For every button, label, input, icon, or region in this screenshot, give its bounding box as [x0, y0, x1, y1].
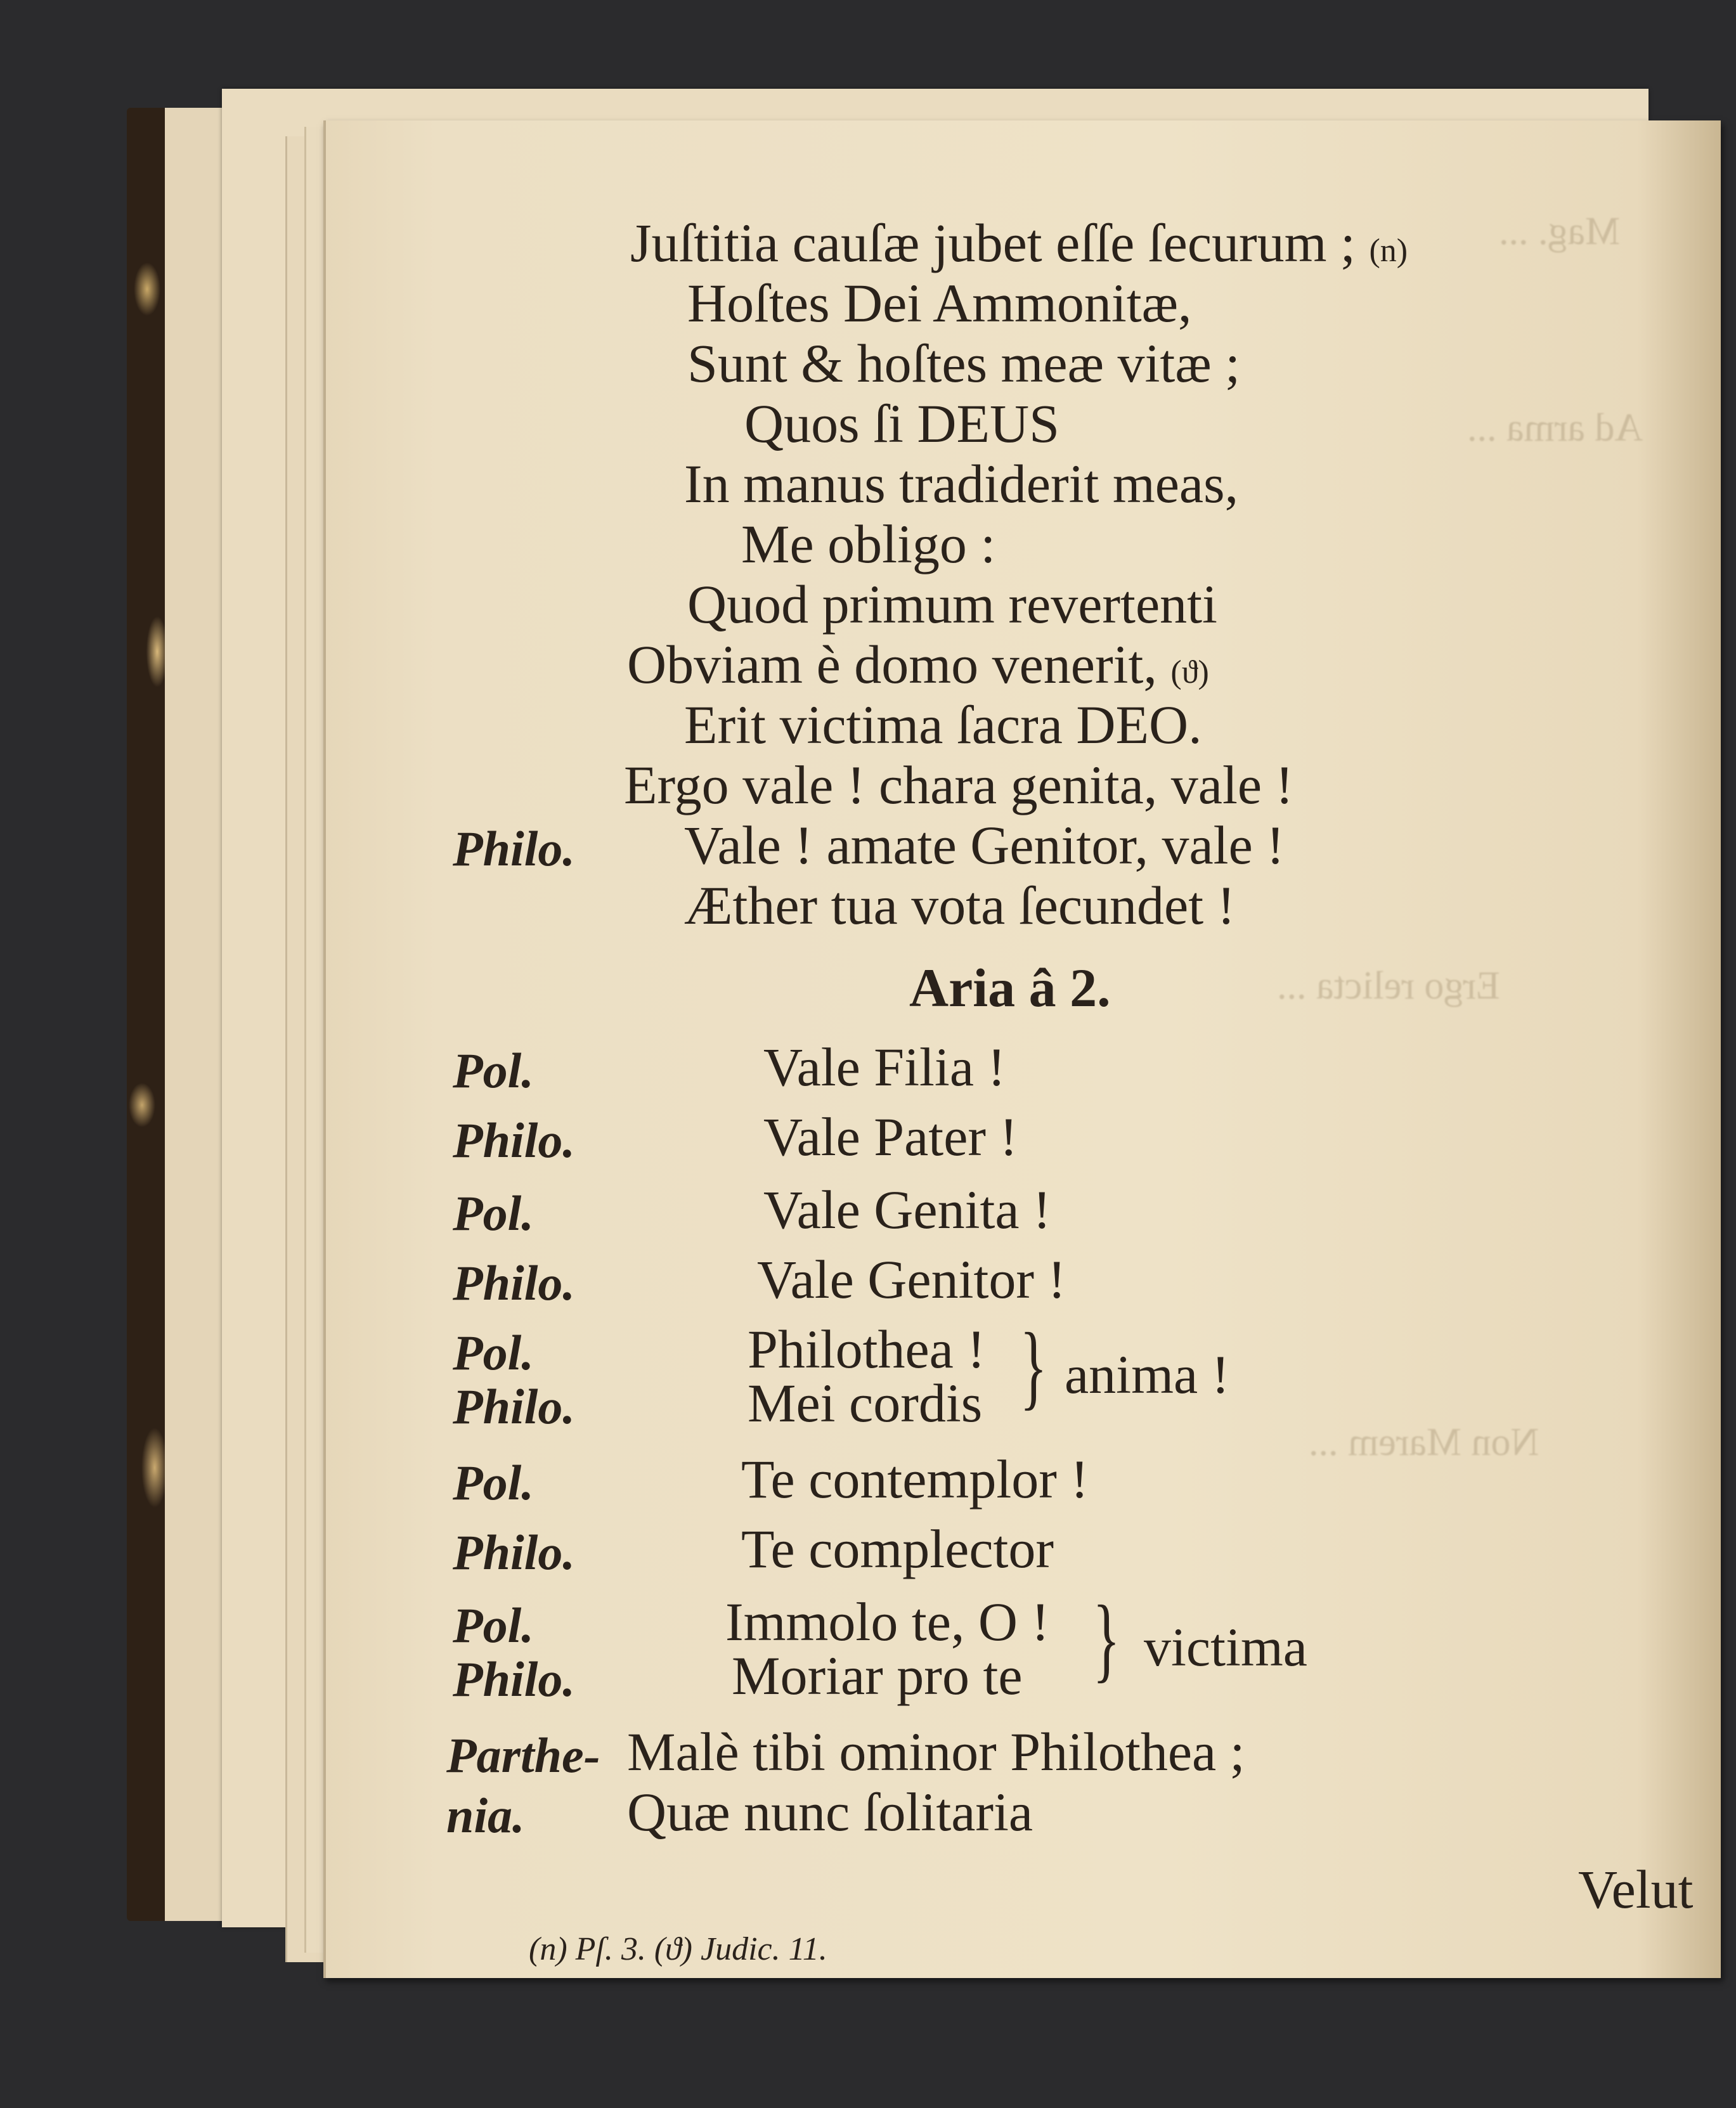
verse-line: Quos ſi DEUS: [744, 393, 1059, 454]
speaker-label: Pol.: [453, 1043, 534, 1098]
dialogue-line: Vale Filia !: [763, 1037, 1006, 1097]
speaker-label: Philo.: [453, 1525, 575, 1580]
speaker-label: Parthe-: [446, 1728, 600, 1783]
speaker-label: Philo.: [453, 1652, 575, 1707]
show-through: Non Marem ...: [1309, 1421, 1539, 1464]
verse-line: Me obligo :: [741, 514, 996, 574]
brace-word: anima !: [1065, 1344, 1230, 1405]
show-through: Mag. ...: [1499, 210, 1621, 253]
closing-line: Malè tibi ominor Philothea ;: [627, 1721, 1245, 1782]
dialogue-line: Te complector: [741, 1518, 1054, 1579]
verse-line: In manus tradiderit meas,: [684, 453, 1239, 514]
brace: }: [1020, 1314, 1047, 1419]
verse-line: Obviam è domo venerit, (ϑ): [627, 634, 1209, 695]
speaker-label: Pol.: [453, 1598, 534, 1653]
dialogue-line: Vale Genitor !: [757, 1249, 1066, 1310]
show-through: Ad arma ...: [1467, 406, 1643, 449]
speaker-label: Pol.: [453, 1325, 534, 1380]
dialogue-line: Te contemplor !: [741, 1449, 1089, 1510]
dialogue-line: Philothea !: [748, 1319, 985, 1380]
verse-line: Quod primum revertenti: [687, 574, 1217, 635]
aria-heading: Aria â 2.: [909, 957, 1111, 1018]
speaker-label: Philo.: [453, 1113, 575, 1168]
dialogue-line: Vale Pater !: [763, 1106, 1018, 1167]
verse-line: Vale ! amate Genitor, vale !: [684, 815, 1285, 876]
verse-line: Erit victima ſacra DEO.: [684, 694, 1202, 755]
catchword: Velut: [1578, 1859, 1694, 1920]
speaker-label: Philo.: [453, 1255, 575, 1310]
closing-line: Quæ nunc ſolitaria: [627, 1781, 1033, 1842]
footnotes: (n) Pſ. 3. (ϑ) Judic. 11.: [529, 1931, 827, 1967]
book-page: [323, 120, 1721, 1978]
speaker-label: Philo.: [453, 821, 575, 876]
dialogue-line: Immolo te, O !: [725, 1591, 1050, 1652]
verse-line: Hoſtes Dei Ammonitæ,: [687, 273, 1192, 333]
brace-word: victima: [1144, 1617, 1307, 1678]
speaker-label: Pol.: [453, 1455, 534, 1510]
dialogue-line: Mei cordis: [748, 1373, 983, 1433]
verse-line: Sunt & hoſtes meæ vitæ ;: [687, 333, 1241, 394]
speaker-label: Pol.: [453, 1186, 534, 1241]
verse-line: Ergo vale ! chara genita, vale !: [624, 754, 1294, 815]
brace: }: [1092, 1586, 1120, 1691]
speaker-label: nia.: [446, 1788, 525, 1843]
dialogue-line: Vale Genita !: [763, 1179, 1051, 1240]
show-through: Ergo relicta ...: [1277, 964, 1500, 1007]
verse-line: Æther tua vota ſecundet !: [684, 875, 1236, 936]
verse-line: Juſtitia cauſæ jubet eſſe ſecurum ; (n): [630, 212, 1408, 273]
dialogue-line: Moriar pro te: [732, 1645, 1023, 1706]
speaker-label: Philo.: [453, 1379, 575, 1434]
